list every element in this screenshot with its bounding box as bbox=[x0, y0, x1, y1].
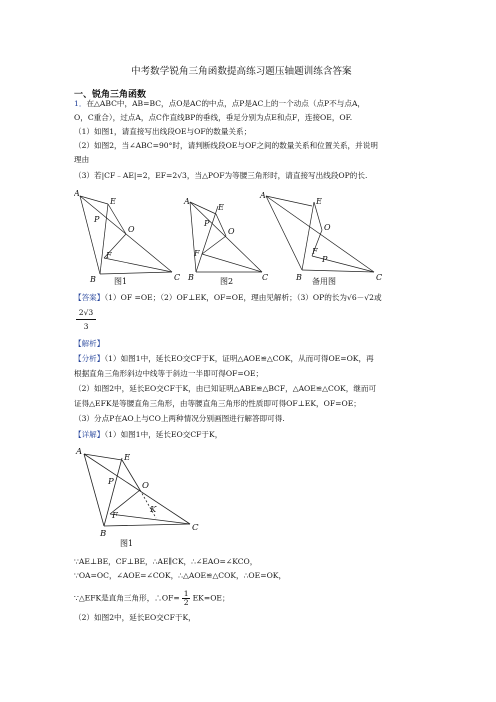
figure-2-caption: 图2 bbox=[220, 277, 234, 286]
figure-3 bbox=[256, 190, 386, 290]
svg-text:A: A bbox=[260, 191, 266, 200]
analysis-line-4: 证得△EFK是等腰直角三角形，由等腰直角三角形的性质即可得OF⊥EK，OF=OE； bbox=[74, 399, 361, 408]
svg-text:C: C bbox=[262, 273, 269, 282]
analysis-heading: 【解析】 bbox=[74, 339, 105, 348]
detail-line-1: 【详解】（1）如图1中，延长EO交CF于K， bbox=[74, 430, 223, 439]
svg-text:P: P bbox=[322, 255, 328, 264]
step-3: ∵△EFK是直角三角形，∴OF= $\frac{1}{2}$ EK=OE； bbox=[74, 589, 230, 607]
xiangjie-label: 【详解】 bbox=[74, 430, 105, 439]
analysis-line-2: 根据直角三角形斜边中线等于斜边一半即可得OF=OE； bbox=[74, 369, 264, 378]
question-part-1: （1）如图1，请直接写出线段OE与OF的数量关系； bbox=[74, 127, 252, 136]
svg-text:O: O bbox=[142, 481, 149, 491]
svg-text:C: C bbox=[174, 273, 181, 282]
svg-text:O: O bbox=[228, 227, 235, 236]
svg-text:B: B bbox=[188, 273, 194, 282]
step-2: ∵OA=OC，∠AOE=∠COK，∴△AOE≌△COK，∴OE=OK， bbox=[74, 571, 287, 580]
svg-text:F: F bbox=[312, 247, 318, 256]
figure-1 bbox=[74, 188, 184, 290]
svg-text:F: F bbox=[106, 251, 112, 260]
figure-3-caption: 备用图 bbox=[312, 277, 336, 286]
svg-text:B: B bbox=[90, 275, 96, 284]
svg-text:E: E bbox=[316, 197, 322, 206]
figure-1-caption: 图1 bbox=[114, 277, 128, 286]
solution-figure bbox=[74, 440, 204, 544]
svg-text:E: E bbox=[218, 203, 224, 212]
analysis-line-5: （3）分点P在AO上与CO上两种情况分别画图进行解答即可得. bbox=[74, 414, 285, 423]
svg-text:C: C bbox=[192, 523, 199, 533]
answer-fraction bbox=[76, 308, 96, 332]
question-part-2a: （2）如图2，当∠ABC=90°时，请判断线段OE与OF之间的数量关系和位置关系，并说明 bbox=[74, 141, 378, 150]
analysis-line-1: 【分析】（1）如图1中，延长EO交CF于K，证明△AOE≌△COK，从而可得OE=OK，再 bbox=[74, 354, 374, 363]
svg-text:C: C bbox=[376, 273, 383, 282]
question-line-2: O，C重合），过点A，点C作直线BP的垂线，垂足分别为点E和点F，连接OE，OF. bbox=[74, 113, 353, 122]
analysis-line-3: （2）如图2中，延长EO交CF于K，由已知证明△ABE≌△BCF，△AOE≌△COK，继而可 bbox=[74, 384, 377, 393]
page-title: 中考数学锐角三角函数提高练习题压轴题训练含答案 bbox=[131, 66, 352, 77]
answer-line: 【答案】（1）OF =OE；（2）OF⊥EK，OF=OE，理由见解析；（3）OP的长为√6－√2或 bbox=[74, 293, 382, 302]
question-part-2b: 理由 bbox=[74, 155, 90, 164]
step-4: （2）如图2中，延长EO交CF于K， bbox=[74, 613, 196, 622]
svg-text:F: F bbox=[194, 249, 200, 258]
svg-text:E: E bbox=[110, 197, 116, 206]
svg-text:A: A bbox=[74, 189, 80, 198]
solution-figure-caption: 图1 bbox=[120, 539, 134, 548]
svg-text:A: A bbox=[76, 447, 83, 457]
question-line-1: 1．在△ABC中，AB=BC，点O是AC的中点，点P是AC上的一个动点（点P不与点A， bbox=[74, 99, 366, 108]
answer-label: 【答案】 bbox=[74, 293, 105, 302]
svg-text:O: O bbox=[128, 225, 135, 234]
svg-text:A: A bbox=[184, 197, 190, 206]
answer-fraction-denominator: 3 bbox=[83, 322, 89, 331]
answer-fraction-numerator: 2√3 bbox=[76, 308, 96, 320]
svg-text:F: F bbox=[112, 511, 118, 521]
question-part-3: （3）若|CF﹣AE|=2，EF=2√3，当△POF为等腰三角形时，请直接写出线段OP的长. bbox=[74, 171, 368, 180]
step-3-fraction: $\frac{1}{2}$ bbox=[183, 589, 189, 607]
step-1: ∵AE⊥BE，CF⊥BE，∴AE∥CK，∴∠EAO=∠KCO， bbox=[74, 557, 258, 566]
question-number: 1． bbox=[74, 99, 87, 108]
svg-text:O: O bbox=[324, 223, 331, 232]
svg-text:K: K bbox=[150, 505, 157, 515]
svg-text:B: B bbox=[100, 529, 107, 539]
section-heading: 一、锐角三角函数 bbox=[74, 90, 147, 100]
svg-text:P: P bbox=[94, 215, 100, 224]
svg-text:B: B bbox=[296, 273, 302, 282]
fenxi-label: 【分析】 bbox=[74, 354, 105, 363]
svg-text:P: P bbox=[108, 477, 114, 487]
svg-text:P: P bbox=[204, 219, 210, 228]
svg-text:E: E bbox=[124, 453, 131, 463]
